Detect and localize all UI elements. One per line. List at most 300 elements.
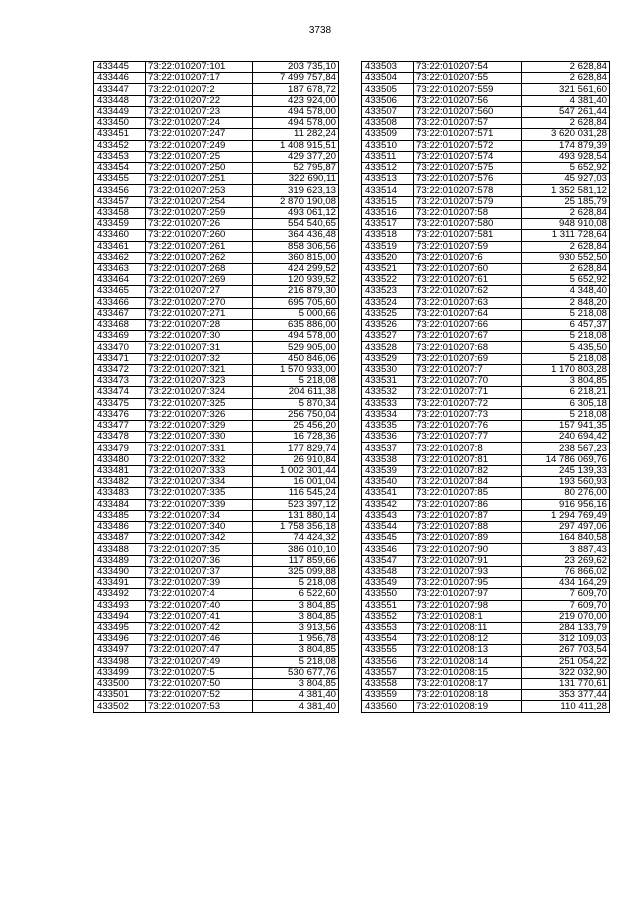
- table-row: [362, 207, 610, 218]
- cadastral-number-cell: 73:22:010207:571: [414, 129, 522, 140]
- row-number-cell: 433481: [94, 465, 146, 476]
- cadastral-number-cell: 73:22:010207:31: [146, 342, 253, 353]
- row-number-cell: 433464: [94, 275, 146, 286]
- table-row: [362, 331, 610, 342]
- row-number-cell: 433560: [362, 701, 414, 712]
- row-number-cell: 433556: [362, 656, 414, 667]
- cadastral-value-cell: 267 703,54: [522, 645, 610, 656]
- cadastral-number-cell: 73:22:010207:85: [414, 488, 522, 499]
- cadastral-number-cell: 73:22:010208:13: [414, 645, 522, 656]
- row-number-cell: 433453: [94, 151, 146, 162]
- cadastral-value-cell: 14 786 069,76: [522, 454, 610, 465]
- table-row: [362, 387, 610, 398]
- row-number-cell: 433466: [94, 297, 146, 308]
- table-row: [94, 432, 339, 443]
- table-row: [362, 454, 610, 465]
- row-number-cell: 433454: [94, 162, 146, 173]
- row-number-cell: 433465: [94, 286, 146, 297]
- cadastral-number-cell: 73:22:010207:559: [414, 84, 522, 95]
- table-row: [94, 566, 339, 577]
- cadastral-value-cell: 6 457,37: [522, 320, 610, 331]
- table-row: [94, 589, 339, 600]
- row-number-cell: 433537: [362, 443, 414, 454]
- cadastral-number-cell: 73:22:010207:97: [414, 589, 522, 600]
- row-number-cell: 433476: [94, 409, 146, 420]
- cadastral-number-cell: 73:22:010207:22: [146, 95, 253, 106]
- table-row: [362, 465, 610, 476]
- row-number-cell: 433461: [94, 241, 146, 252]
- table-row: [362, 645, 610, 656]
- cadastral-value-cell: 4 381,40: [253, 701, 339, 712]
- cadastral-value-cell: 3 804,85: [522, 376, 610, 387]
- row-number-cell: 433503: [362, 62, 414, 73]
- cadastral-number-cell: 73:22:010207:37: [146, 566, 253, 577]
- table-row: [362, 230, 610, 241]
- table-row: [362, 151, 610, 162]
- cadastral-value-cell: 7 609,70: [522, 600, 610, 611]
- cadastral-number-cell: 73:22:010207:259: [146, 207, 253, 218]
- cadastral-value-cell: 16 001,04: [253, 477, 339, 488]
- table-row: [362, 95, 610, 106]
- table-row: [94, 421, 339, 432]
- table-row: [94, 544, 339, 555]
- table-row: [362, 219, 610, 230]
- row-number-cell: 433558: [362, 679, 414, 690]
- table-row: [94, 510, 339, 521]
- table-row: [94, 387, 339, 398]
- cadastral-number-cell: 73:22:010207:93: [414, 566, 522, 577]
- table-row: [362, 533, 610, 544]
- cadastral-number-cell: 73:22:010207:62: [414, 286, 522, 297]
- table-row: [362, 73, 610, 84]
- table-row: [94, 73, 339, 84]
- cadastral-number-cell: 73:22:010207:55: [414, 73, 522, 84]
- cadastral-number-cell: 73:22:010207:8: [414, 443, 522, 454]
- row-number-cell: 433509: [362, 129, 414, 140]
- table-row: [94, 477, 339, 488]
- row-number-cell: 433534: [362, 409, 414, 420]
- row-number-cell: 433447: [94, 84, 146, 95]
- cadastral-number-cell: 73:22:010207:36: [146, 555, 253, 566]
- cadastral-number-cell: 73:22:010207:251: [146, 174, 253, 185]
- table-row: [94, 342, 339, 353]
- row-number-cell: 433539: [362, 465, 414, 476]
- cadastral-value-cell: 1 758 356,18: [253, 521, 339, 532]
- row-number-cell: 433505: [362, 84, 414, 95]
- row-number-cell: 433541: [362, 488, 414, 499]
- cadastral-value-cell: 25 185,79: [522, 196, 610, 207]
- cadastral-value-cell: 5 000,66: [253, 308, 339, 319]
- row-number-cell: 433472: [94, 364, 146, 375]
- cadastral-value-cell: 3 887,43: [522, 544, 610, 555]
- table-row: [94, 578, 339, 589]
- row-number-cell: 433536: [362, 432, 414, 443]
- cadastral-value-cell: 2 628,84: [522, 263, 610, 274]
- row-number-cell: 433446: [94, 73, 146, 84]
- cadastral-number-cell: 73:22:010207:575: [414, 162, 522, 173]
- cadastral-number-cell: 73:22:010207:76: [414, 421, 522, 432]
- table-row: [362, 488, 610, 499]
- cadastral-number-cell: 73:22:010207:95: [414, 578, 522, 589]
- cadastral-value-cell: 948 910,08: [522, 219, 610, 230]
- table-row: [94, 106, 339, 117]
- cadastral-value-cell: 695 705,60: [253, 297, 339, 308]
- table-row: [94, 219, 339, 230]
- table-row: [362, 162, 610, 173]
- cadastral-value-cell: 493 928,54: [522, 151, 610, 162]
- row-number-cell: 433471: [94, 353, 146, 364]
- cadastral-number-cell: 73:22:010207:260: [146, 230, 253, 241]
- cadastral-number-cell: 73:22:010208:19: [414, 701, 522, 712]
- cadastral-value-cell: 2 870 190,08: [253, 196, 339, 207]
- row-number-cell: 433451: [94, 129, 146, 140]
- row-number-cell: 433455: [94, 174, 146, 185]
- cadastral-number-cell: 73:22:010207:42: [146, 622, 253, 633]
- cadastral-value-cell: 364 436,48: [253, 230, 339, 241]
- cadastral-number-cell: 73:22:010207:247: [146, 129, 253, 140]
- row-number-cell: 433469: [94, 331, 146, 342]
- row-number-cell: 433548: [362, 566, 414, 577]
- row-number-cell: 433458: [94, 207, 146, 218]
- table-row: [362, 297, 610, 308]
- row-number-cell: 433470: [94, 342, 146, 353]
- table-row: [362, 510, 610, 521]
- cadastral-number-cell: 73:22:010207:58: [414, 207, 522, 218]
- row-number-cell: 433480: [94, 454, 146, 465]
- table-row: [94, 656, 339, 667]
- cadastral-number-cell: 73:22:010207:47: [146, 645, 253, 656]
- row-number-cell: 433553: [362, 622, 414, 633]
- cadastral-number-cell: 73:22:010207:254: [146, 196, 253, 207]
- cadastral-value-cell: 297 497,06: [522, 521, 610, 532]
- table-row: [362, 84, 610, 95]
- cadastral-number-cell: 73:22:010207:87: [414, 510, 522, 521]
- row-number-cell: 433554: [362, 634, 414, 645]
- table-row: [362, 62, 610, 73]
- cadastral-number-cell: 73:22:010207:73: [414, 409, 522, 420]
- cadastral-number-cell: 73:22:010207:69: [414, 353, 522, 364]
- table-row: [94, 690, 339, 701]
- table-row: [362, 275, 610, 286]
- cadastral-value-cell: 930 552,50: [522, 252, 610, 263]
- cadastral-value-cell: 5 870,34: [253, 398, 339, 409]
- table-row: [362, 634, 610, 645]
- table-row: [362, 308, 610, 319]
- cadastral-value-cell: 523 397,12: [253, 499, 339, 510]
- cadastral-number-cell: 73:22:010207:7: [414, 364, 522, 375]
- cadastral-value-cell: 2 628,84: [522, 207, 610, 218]
- cadastral-value-cell: 16 728,36: [253, 432, 339, 443]
- cadastral-value-cell: 5 218,08: [522, 409, 610, 420]
- row-number-cell: 433510: [362, 140, 414, 151]
- cadastral-number-cell: 73:22:010207:342: [146, 533, 253, 544]
- cadastral-value-cell: 3 620 031,28: [522, 129, 610, 140]
- cadastral-number-cell: 73:22:010207:81: [414, 454, 522, 465]
- table-row: [94, 308, 339, 319]
- table-row: [362, 252, 610, 263]
- cadastral-number-cell: 73:22:010207:334: [146, 477, 253, 488]
- cadastral-number-cell: 73:22:010207:262: [146, 252, 253, 263]
- cadastral-number-cell: 73:22:010207:576: [414, 174, 522, 185]
- table-row: [362, 566, 610, 577]
- cadastral-value-cell: 1 002 301,44: [253, 465, 339, 476]
- cadastral-number-cell: 73:22:010207:253: [146, 185, 253, 196]
- row-number-cell: 433528: [362, 342, 414, 353]
- cadastral-value-cell: 174 879,39: [522, 140, 610, 151]
- table-row: [362, 174, 610, 185]
- cadastral-value-cell: 5 652,92: [522, 275, 610, 286]
- row-number-cell: 433477: [94, 421, 146, 432]
- cadastral-number-cell: 73:22:010208:14: [414, 656, 522, 667]
- cadastral-value-cell: 4 381,40: [522, 95, 610, 106]
- table-row: [94, 555, 339, 566]
- cadastral-number-cell: 73:22:010207:271: [146, 308, 253, 319]
- table-row: [362, 555, 610, 566]
- table-body-left: [94, 62, 339, 713]
- cadastral-number-cell: 73:22:010207:64: [414, 308, 522, 319]
- cadastral-number-cell: 73:22:010207:67: [414, 331, 522, 342]
- row-number-cell: 433459: [94, 219, 146, 230]
- cadastral-value-cell: 547 261,44: [522, 106, 610, 117]
- row-number-cell: 433540: [362, 477, 414, 488]
- cadastral-number-cell: 73:22:010207:63: [414, 297, 522, 308]
- table-row: [362, 342, 610, 353]
- table-row: [94, 701, 339, 712]
- row-number-cell: 433531: [362, 376, 414, 387]
- cadastral-value-cell: 219 070,00: [522, 611, 610, 622]
- row-number-cell: 433485: [94, 510, 146, 521]
- cadastral-value-cell: 916 956,16: [522, 499, 610, 510]
- row-number-cell: 433490: [94, 566, 146, 577]
- cadastral-value-cell: 11 282,24: [253, 129, 339, 140]
- row-number-cell: 433552: [362, 611, 414, 622]
- table-row: [94, 62, 339, 73]
- cadastral-value-cell: 321 561,60: [522, 84, 610, 95]
- cadastral-value-cell: 4 348,40: [522, 286, 610, 297]
- cadastral-number-cell: 73:22:010207:330: [146, 432, 253, 443]
- table-row: [94, 196, 339, 207]
- table-row: [362, 286, 610, 297]
- table-row: [94, 622, 339, 633]
- row-number-cell: 433486: [94, 521, 146, 532]
- row-number-cell: 433521: [362, 263, 414, 274]
- row-number-cell: 433493: [94, 600, 146, 611]
- cadastral-value-cell: 5 435,50: [522, 342, 610, 353]
- table-row: [362, 443, 610, 454]
- cadastral-number-cell: 73:22:010207:68: [414, 342, 522, 353]
- cadastral-number-cell: 73:22:010207:71: [414, 387, 522, 398]
- row-number-cell: 433512: [362, 162, 414, 173]
- table-row: [94, 263, 339, 274]
- row-number-cell: 433545: [362, 533, 414, 544]
- cadastral-value-cell: 216 879,30: [253, 286, 339, 297]
- cadastral-number-cell: 73:22:010207:269: [146, 275, 253, 286]
- row-number-cell: 433530: [362, 364, 414, 375]
- table-row: [362, 578, 610, 589]
- cadastral-value-cell: 1 956,78: [253, 634, 339, 645]
- cadastral-value-cell: 74 424,32: [253, 533, 339, 544]
- cadastral-number-cell: 73:22:010207:28: [146, 320, 253, 331]
- cadastral-number-cell: 73:22:010207:77: [414, 432, 522, 443]
- cadastral-value-cell: 386 010,10: [253, 544, 339, 555]
- row-number-cell: 433484: [94, 499, 146, 510]
- table-row: [94, 600, 339, 611]
- cadastral-value-cell: 353 377,44: [522, 690, 610, 701]
- row-number-cell: 433526: [362, 320, 414, 331]
- row-number-cell: 433496: [94, 634, 146, 645]
- cadastral-value-cell: 26 910,84: [253, 454, 339, 465]
- row-number-cell: 433523: [362, 286, 414, 297]
- cadastral-value-cell: 434 164,29: [522, 578, 610, 589]
- row-number-cell: 433467: [94, 308, 146, 319]
- row-number-cell: 433507: [362, 106, 414, 117]
- cadastral-number-cell: 73:22:010207:35: [146, 544, 253, 555]
- cadastral-number-cell: 73:22:010207:324: [146, 387, 253, 398]
- cadastral-number-cell: 73:22:010207:90: [414, 544, 522, 555]
- table-row: [362, 263, 610, 274]
- cadastral-number-cell: 73:22:010207:580: [414, 219, 522, 230]
- cadastral-value-cell: 858 306,56: [253, 241, 339, 252]
- row-number-cell: 433525: [362, 308, 414, 319]
- cadastral-number-cell: 73:22:010207:61: [414, 275, 522, 286]
- row-number-cell: 433543: [362, 510, 414, 521]
- cadastral-value-cell: 529 905,00: [253, 342, 339, 353]
- table-row: [362, 477, 610, 488]
- cadastral-number-cell: 73:22:010207:70: [414, 376, 522, 387]
- table-row: [94, 297, 339, 308]
- row-number-cell: 433495: [94, 622, 146, 633]
- row-number-cell: 433463: [94, 263, 146, 274]
- cadastral-value-cell: 5 218,08: [253, 656, 339, 667]
- table-row: [362, 622, 610, 633]
- cadastral-value-cell: 2 628,84: [522, 241, 610, 252]
- table-row: [362, 611, 610, 622]
- table-row: [94, 353, 339, 364]
- cadastral-value-cell: 76 866,02: [522, 566, 610, 577]
- cadastral-number-cell: 73:22:010207:66: [414, 320, 522, 331]
- row-number-cell: 433546: [362, 544, 414, 555]
- cadastral-value-cell: 3 804,85: [253, 611, 339, 622]
- row-number-cell: 433468: [94, 320, 146, 331]
- table-row: [362, 679, 610, 690]
- cadastral-number-cell: 73:22:010208:11: [414, 622, 522, 633]
- row-number-cell: 433478: [94, 432, 146, 443]
- cadastral-number-cell: 73:22:010207:54: [414, 62, 522, 73]
- table-row: [94, 331, 339, 342]
- table-row: [94, 140, 339, 151]
- cadastral-value-cell: 6 522,60: [253, 589, 339, 600]
- cadastral-value-cell: 6 218,21: [522, 387, 610, 398]
- row-number-cell: 433473: [94, 376, 146, 387]
- row-number-cell: 433535: [362, 421, 414, 432]
- cadastral-number-cell: 73:22:010207:329: [146, 421, 253, 432]
- cadastral-value-cell: 3 804,85: [253, 645, 339, 656]
- row-number-cell: 433527: [362, 331, 414, 342]
- cadastral-value-cell: 429 377,20: [253, 151, 339, 162]
- cadastral-number-cell: 73:22:010207:56: [414, 95, 522, 106]
- row-number-cell: 433555: [362, 645, 414, 656]
- row-number-cell: 433538: [362, 454, 414, 465]
- cadastral-value-cell: 157 941,35: [522, 421, 610, 432]
- cadastral-number-cell: 73:22:010208:1: [414, 611, 522, 622]
- row-number-cell: 433533: [362, 398, 414, 409]
- cadastral-number-cell: 73:22:010207:32: [146, 353, 253, 364]
- table-row: [362, 589, 610, 600]
- cadastral-value-cell: 1 352 581,12: [522, 185, 610, 196]
- table-row: [362, 690, 610, 701]
- row-number-cell: 433514: [362, 185, 414, 196]
- table-row: [94, 465, 339, 476]
- row-number-cell: 433542: [362, 499, 414, 510]
- cadastral-number-cell: 73:22:010207:249: [146, 140, 253, 151]
- cadastral-value-cell: 312 109,03: [522, 634, 610, 645]
- cadastral-value-cell: 3 913,56: [253, 622, 339, 633]
- cadastral-value-cell: 1 294 769,49: [522, 510, 610, 521]
- cadastral-value-cell: 116 545,24: [253, 488, 339, 499]
- row-number-cell: 433475: [94, 398, 146, 409]
- row-number-cell: 433498: [94, 656, 146, 667]
- row-number-cell: 433452: [94, 140, 146, 151]
- cadastral-number-cell: 73:22:010207:53: [146, 701, 253, 712]
- row-number-cell: 433506: [362, 95, 414, 106]
- row-number-cell: 433504: [362, 73, 414, 84]
- table-row: [362, 376, 610, 387]
- cadastral-value-cell: 245 139,33: [522, 465, 610, 476]
- cadastral-number-cell: 73:22:010207:331: [146, 443, 253, 454]
- table-row: [362, 353, 610, 364]
- cadastral-number-cell: 73:22:010207:4: [146, 589, 253, 600]
- cadastral-number-cell: 73:22:010207:88: [414, 521, 522, 532]
- table-row: [362, 499, 610, 510]
- table-row: [94, 499, 339, 510]
- cadastral-value-cell: 251 054,22: [522, 656, 610, 667]
- cadastral-value-cell: 5 652,92: [522, 162, 610, 173]
- cadastral-number-cell: 73:22:010207:91: [414, 555, 522, 566]
- cadastral-number-cell: 73:22:010207:52: [146, 690, 253, 701]
- cadastral-number-cell: 73:22:010207:332: [146, 454, 253, 465]
- cadastral-value-cell: 23 269,62: [522, 555, 610, 566]
- page-number: 3738: [308, 25, 332, 36]
- row-number-cell: 433456: [94, 185, 146, 196]
- row-number-cell: 433457: [94, 196, 146, 207]
- cadastral-value-cell: 240 694,42: [522, 432, 610, 443]
- cadastral-number-cell: 73:22:010208:15: [414, 667, 522, 678]
- table-row: [94, 84, 339, 95]
- cadastral-value-cell: 2 628,84: [522, 73, 610, 84]
- table-row: [362, 656, 610, 667]
- row-number-cell: 433544: [362, 521, 414, 532]
- table-row: [94, 162, 339, 173]
- cadastral-value-cell: 635 886,00: [253, 320, 339, 331]
- table-row: [94, 521, 339, 532]
- table-row: [362, 544, 610, 555]
- row-number-cell: 433557: [362, 667, 414, 678]
- cadastral-value-cell: 1 408 915,51: [253, 140, 339, 151]
- table-row: [94, 320, 339, 331]
- cadastral-number-cell: 73:22:010207:323: [146, 376, 253, 387]
- cadastral-number-cell: 73:22:010207:335: [146, 488, 253, 499]
- table-row: [94, 667, 339, 678]
- cadastral-number-cell: 73:22:010207:25: [146, 151, 253, 162]
- table-body-right: [362, 62, 610, 713]
- table-row: [94, 207, 339, 218]
- cadastral-number-cell: 73:22:010207:574: [414, 151, 522, 162]
- cadastral-value-cell: 7 499 757,84: [253, 73, 339, 84]
- table-row: [94, 488, 339, 499]
- table-row: [94, 634, 339, 645]
- cadastral-value-cell: 554 540,65: [253, 219, 339, 230]
- cadastral-value-cell: 110 411,28: [522, 701, 610, 712]
